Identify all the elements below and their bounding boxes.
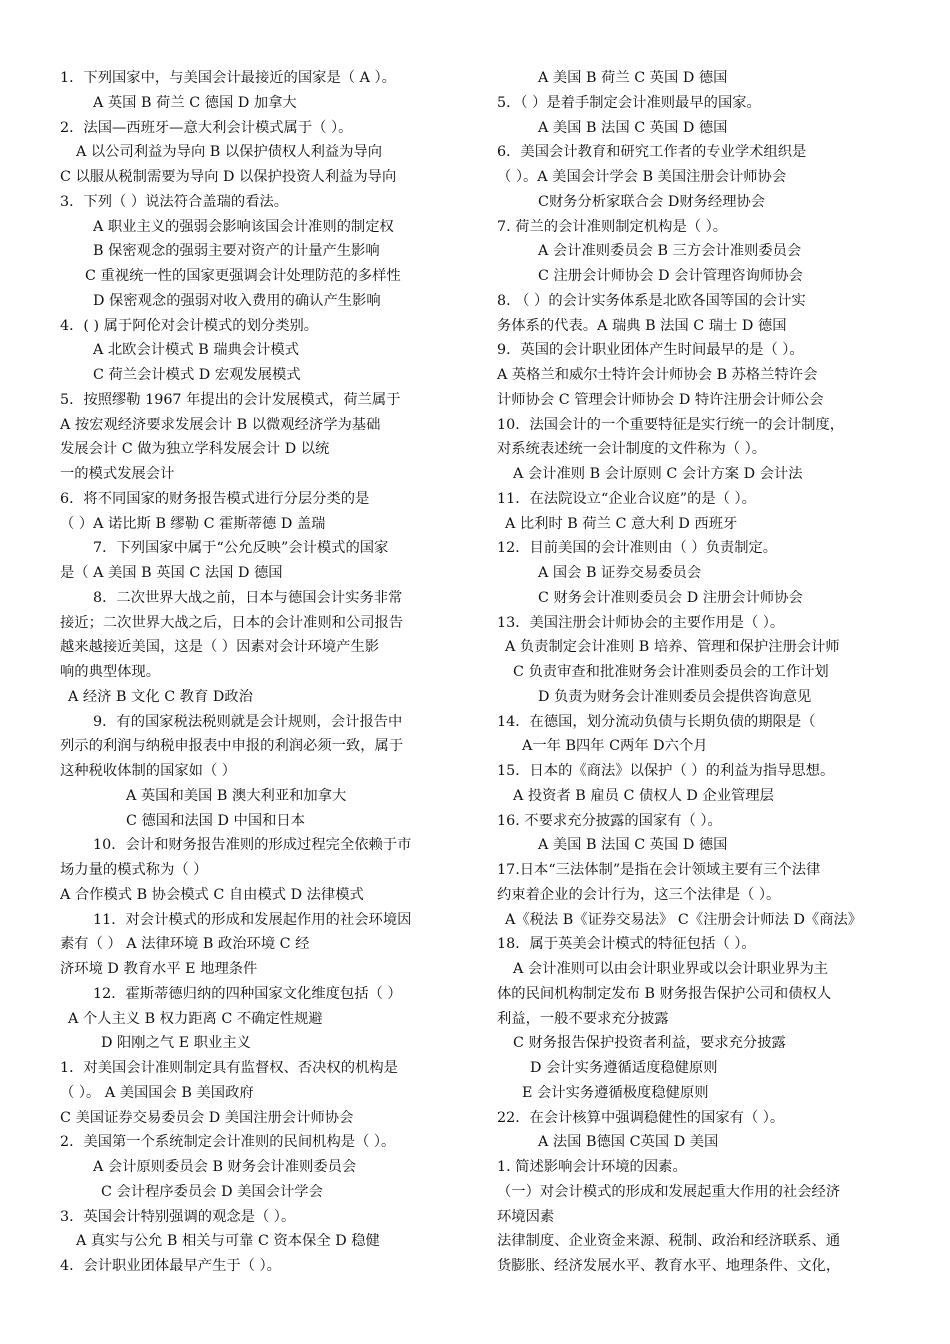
text-line: 5．（ ）是着手制定会计准则最早的国家。 bbox=[497, 94, 761, 111]
text-line: D 会计实务遵循适度稳健原则 bbox=[530, 1060, 718, 1076]
text-line: A《税法 B《证券交易法》 C《注册会计师法 D《商法》 bbox=[505, 911, 863, 928]
text-line: C 会计程序委员会 D 美国会计学会 bbox=[101, 1183, 323, 1200]
text-line: 接近；二次世界大战之后，日本的会计准则和公司报告 bbox=[60, 614, 404, 631]
text-line: 22．在会计核算中强调稳健性的国家有（ ）。 bbox=[497, 1109, 785, 1126]
text-line: （一）对会计模式的形成和发展起重大作用的社会经济 bbox=[497, 1183, 841, 1200]
text-line: A一年 B四年 C两年 D六个月 bbox=[522, 738, 708, 755]
text-line: 场力量的模式称为（ ） bbox=[60, 862, 208, 878]
text-line: 越来越接近美国，这是（ ）因素对会计环境产生影 bbox=[60, 639, 380, 656]
text-line: A 英国 B 荷兰 C 德国 D 加拿大 bbox=[93, 94, 297, 111]
text-line: A 会计准则 B 会计原则 C 会计方案 D 会计法 bbox=[513, 466, 803, 482]
text-line: 18．属于英美会计模式的特征包括（ ）。 bbox=[497, 936, 756, 953]
text-line: A 投资者 B 雇员 C 债权人 D 企业管理层 bbox=[513, 787, 774, 804]
text-line: A 会计准则委员会 B 三方会计准则委员会 bbox=[538, 243, 802, 260]
text-line: D 负责为财务会计准则委员会提供咨询意见 bbox=[538, 688, 812, 705]
text-line: A 比利时 B 荷兰 C 意大利 D 西班牙 bbox=[505, 515, 738, 532]
text-line: 6．美国会计教育和研究工作者的专业学术组织是 bbox=[497, 144, 807, 161]
text-line: A 法国 B德国 C英国 D 美国 bbox=[538, 1134, 719, 1151]
text-line: A 按宏观经济要求发展会计 B 以微观经济学为基础 bbox=[60, 416, 381, 433]
text-line: C 以服从税制需要为导向 D 以保护投资人利益为导向 bbox=[60, 169, 397, 185]
text-line: （ ）。A 美国会计学会 B 美国注册会计师协会 bbox=[497, 169, 787, 185]
text-line: 4．( ) 属于阿伦对会计模式的划分类别。 bbox=[60, 317, 319, 334]
text-line: A 真实与公允 B 相关与可靠 C 资本保全 D 稳健 bbox=[76, 1233, 380, 1250]
left-column bbox=[60, 66, 465, 1279]
text-line: 对系统表述统一会计制度的文件称为（ ）。 bbox=[497, 441, 767, 458]
text-line: 5．按照缪勒 1967 年提出的会计发展模式，荷兰属于 bbox=[60, 391, 401, 408]
text-line: 12．目前美国的会计准则由（ ）负责制定。 bbox=[497, 540, 778, 557]
text-line: 2．法国—西班牙—意大利会计模式属于（ ）。 bbox=[60, 119, 353, 136]
text-line: A 职业主义的强弱会影响该国会计准则的制定权 bbox=[93, 218, 394, 235]
text-line: 素有（ ） A 法律环境 B 政治环境 C 经 bbox=[60, 936, 310, 953]
text-line: 济环境 D 教育水平 E 地理条件 bbox=[60, 961, 258, 977]
text-line: 12．霍斯蒂德归纳的四种国家文化维度包括（ ） bbox=[93, 985, 402, 1002]
text-line: A 国会 B 证券交易委员会 bbox=[538, 565, 702, 581]
text-line: A 以公司利益为导向 B 以保护债权人利益为导向 bbox=[76, 144, 383, 161]
text-line: A 英格兰和威尔士特许会计师协会 B 苏格兰特许会 bbox=[497, 367, 818, 383]
text-line: 这种税收体制的国家如（ ） bbox=[60, 763, 237, 779]
text-line: C 负责审查和批准财务会计准则委员会的工作计划 bbox=[513, 664, 829, 680]
text-line: 体的民间机构制定发布 B 财务报告保护公司和债权人 bbox=[497, 985, 832, 1002]
text-line: 15．日本的《商法》以保护（ ）的利益为指导思想。 bbox=[497, 763, 835, 779]
text-line: 1．下列国家中，与美国会计最接近的国家是（ A ）。 bbox=[60, 70, 396, 86]
text-line: 7. 荷兰的会计准则制定机构是（ ）。 bbox=[497, 218, 728, 235]
text-line: A 美国 B 法国 C 英国 D 德国 bbox=[538, 837, 728, 854]
text-line: 10．会计和财务报告准则的形成过程完全依赖于市 bbox=[93, 837, 412, 854]
text-line: 1．对美国会计准则制定具有监督权、否决权的机构是 bbox=[60, 1060, 398, 1076]
text-line: C 重视统一性的国家更强调会计处理防范的多样性 bbox=[85, 268, 401, 284]
text-line: A 个人主义 B 权力距离 C 不确定性规避 bbox=[68, 1010, 323, 1027]
text-line: 17.日本“三法体制”是指在会计领域主要有三个法律 bbox=[497, 862, 821, 878]
text-line: 7．下列国家中属于“公允反映”会计模式的国家 bbox=[93, 540, 389, 557]
text-line: 14．在德国，划分流动负债与长期负债的期限是（ bbox=[497, 713, 816, 730]
text-line: 11．在法院设立“企业合议庭”的是（ ）。 bbox=[497, 490, 756, 507]
text-line: A 北欧会计模式 B 瑞典会计模式 bbox=[93, 342, 300, 359]
text-line: 务体系的代表。A 瑞典 B 法国 C 瑞士 D 德国 bbox=[497, 317, 787, 334]
text-line: 法律制度、企业资金来源、税制、政治和经济联系、通 bbox=[497, 1233, 841, 1250]
right-column bbox=[497, 66, 905, 1279]
text-line: 11．对会计模式的形成和发展起作用的社会环境因 bbox=[93, 911, 412, 928]
text-line: C 财务会计准则委员会 D 注册会计师协会 bbox=[538, 589, 803, 606]
text-line: A 会计原则委员会 B 财务会计准则委员会 bbox=[93, 1159, 357, 1175]
text-line: 利益，一般不要求充分披露 bbox=[497, 1010, 669, 1027]
text-line: 13．美国注册会计师协会的主要作用是（ ）。 bbox=[497, 614, 785, 631]
text-line: A 负责制定会计准则 B 培养、管理和保护注册会计师 bbox=[505, 639, 840, 656]
text-line: 9．有的国家税法税则就是会计规则，会计报告中 bbox=[93, 713, 403, 730]
text-line: D 阳刚之气 E 职业主义 bbox=[101, 1035, 251, 1052]
text-line: 计师协会 C 管理会计师协会 D 特许注册会计师公会 bbox=[497, 391, 824, 408]
text-line: 环境因素 bbox=[497, 1208, 555, 1225]
text-line: C 荷兰会计模式 D 宏观发展模式 bbox=[93, 367, 301, 383]
text-line: 4．会计职业团体最早产生于（ ）。 bbox=[60, 1258, 281, 1274]
text-line: E 会计实务遵循极度稳健原则 bbox=[522, 1084, 709, 1101]
text-line: 响的典型体现。 bbox=[60, 664, 161, 680]
text-line: C 财务报告保护投资者利益，要求充分披露 bbox=[513, 1035, 786, 1052]
text-line: C 注册会计师协会 D 会计管理咨询师协会 bbox=[538, 268, 803, 284]
text-line: A 合作模式 B 协会模式 C 自由模式 D 法律模式 bbox=[60, 886, 364, 903]
text-line: （ ）A 诺比斯 B 缪勒 C 霍斯蒂德 D 盖瑞 bbox=[60, 515, 326, 532]
text-line: A 会计准则可以由会计职业界或以会计职业界为主 bbox=[513, 961, 829, 977]
text-line: （ ）。 A 美国国会 B 美国政府 bbox=[60, 1084, 254, 1101]
text-line: C 德国和法国 D 中国和日本 bbox=[126, 812, 306, 829]
text-line: D 保密观念的强弱对收入费用的确认产生影响 bbox=[93, 292, 381, 309]
text-line: 3．下列（ ）说法符合盖瑞的看法。 bbox=[60, 193, 289, 210]
text-line: 16. 不要求充分披露的国家有（ ）。 bbox=[497, 812, 722, 829]
text-line: A 英国和美国 B 澳大利亚和加拿大 bbox=[126, 787, 347, 804]
text-line: 货膨胀、经济发展水平、教育水平、地理条件、文化， bbox=[497, 1258, 841, 1274]
text-line: 8. （ ）的会计实务体系是北欧各国等国的会计实 bbox=[497, 292, 806, 309]
text-line: B 保密观念的强弱主要对资产的计量产生影响 bbox=[93, 243, 380, 260]
text-line: 发展会计 C 做为独立学科发展会计 D 以统 bbox=[60, 441, 330, 458]
text-line: 2．美国第一个系统制定会计准则的民间机构是（ ）。 bbox=[60, 1134, 396, 1151]
text-line: 6．将不同国家的财务报告模式进行分层分类的是 bbox=[60, 490, 370, 507]
text-line: A 经济 B 文化 C 教育 D政治 bbox=[68, 688, 253, 705]
text-line: A 美国 B 荷兰 C 英国 D 德国 bbox=[538, 70, 728, 86]
text-line: 一的模式发展会计 bbox=[60, 466, 175, 482]
text-line: 3．英国会计特别强调的观念是（ ）。 bbox=[60, 1208, 296, 1225]
text-line: 9．英国的会计职业团体产生时间最早的是（ ）。 bbox=[497, 342, 804, 359]
text-line: 列示的利润与纳税申报表中申报的利润必须一致，属于 bbox=[60, 738, 404, 755]
text-line: C财务分析家联合会 D财务经理协会 bbox=[538, 193, 766, 210]
text-line: 约束着企业的会计行为，这三个法律是（ ）。 bbox=[497, 886, 781, 903]
text-line: 是（ A 美国 B 英国 C 法国 D 德国 bbox=[60, 565, 283, 581]
text-line: 10．法国会计的一个重要特征是实行统一的会计制度， bbox=[497, 416, 845, 433]
text-line: A 美国 B 法国 C 英国 D 德国 bbox=[538, 119, 728, 136]
text-line: C 美国证券交易委员会 D 美国注册会计师协会 bbox=[60, 1109, 354, 1126]
text-line: 8．二次世界大战之前，日本与德国会计实务非常 bbox=[93, 589, 403, 606]
text-line: 1. 简述影响会计环境的因素。 bbox=[497, 1159, 687, 1175]
